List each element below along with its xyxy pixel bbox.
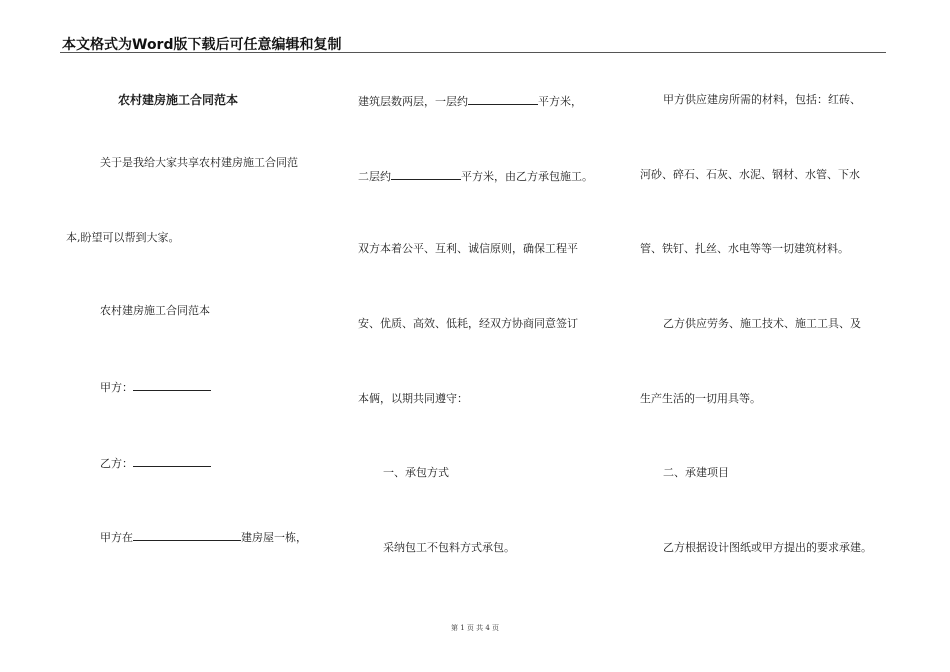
floor1-area-blank (468, 93, 538, 105)
section-2-heading: 二、承建项目 (663, 466, 729, 479)
page-number: 第 1 页 共 4 页 (450, 624, 500, 632)
build-location-prefix: 甲方在 (100, 531, 133, 544)
document-header-title: 本文格式为Word版下载后可任意编辑和复制 (62, 37, 342, 53)
floor2-prefix: 二层约 (358, 170, 391, 183)
labor-line-2: 生产生活的一切用具等。 (640, 392, 761, 405)
header-divider (60, 52, 886, 53)
materials-line-3: 管、铁钉、扎丝、水电等等一切建筑材料。 (640, 242, 849, 255)
floor1-prefix: 建筑层数两层，一层约 (358, 95, 468, 108)
build-location-blank (133, 529, 241, 541)
section-2-text: 乙方根据设计图纸或甲方提出的要求承建。 (663, 541, 872, 554)
materials-line-1: 甲方供应建房所需的材料，包括：红砖、 (663, 93, 861, 106)
floor1-suffix: 平方米， (538, 95, 582, 108)
materials-line-2: 河砂、碎石、石灰、水泥、钢材、水管、下水 (640, 168, 860, 181)
floors-line (358, 93, 582, 109)
floor2-line (358, 168, 593, 184)
intro-line-2: 本,盼望可以帮到大家。 (66, 231, 180, 244)
party-b-blank (133, 455, 211, 467)
floor2-suffix: 平方米，由乙方承包施工。 (461, 170, 593, 183)
party-a-label: 甲方： (100, 381, 133, 394)
floor2-area-blank (391, 168, 461, 180)
principle-line-1: 双方本着公平、互利、诚信原则，确保工程平 (358, 242, 578, 255)
contract-subtitle: 农村建房施工合同范本 (100, 304, 210, 317)
intro-line-1: 关于是我给大家共享农村建房施工合同范 (100, 156, 298, 169)
contract-title: 农村建房施工合同范本 (118, 93, 239, 107)
party-b-label: 乙方： (100, 457, 133, 470)
build-location-suffix: 建房屋一栋， (241, 531, 307, 544)
section-1-text: 采纳包工不包料方式承包。 (383, 541, 515, 554)
principle-line-2: 安、优质、高效、低耗，经双方协商同意签订 (358, 317, 578, 330)
principle-line-3: 本俩，以期共同遵守： (358, 392, 468, 405)
party-a-blank (133, 379, 211, 391)
build-location-line (100, 529, 307, 545)
labor-line-1: 乙方供应劳务、施工技术、施工工具、及 (663, 317, 861, 330)
party-a-line (100, 379, 211, 395)
party-b-line (100, 455, 211, 471)
section-1-heading: 一、承包方式 (383, 466, 449, 479)
